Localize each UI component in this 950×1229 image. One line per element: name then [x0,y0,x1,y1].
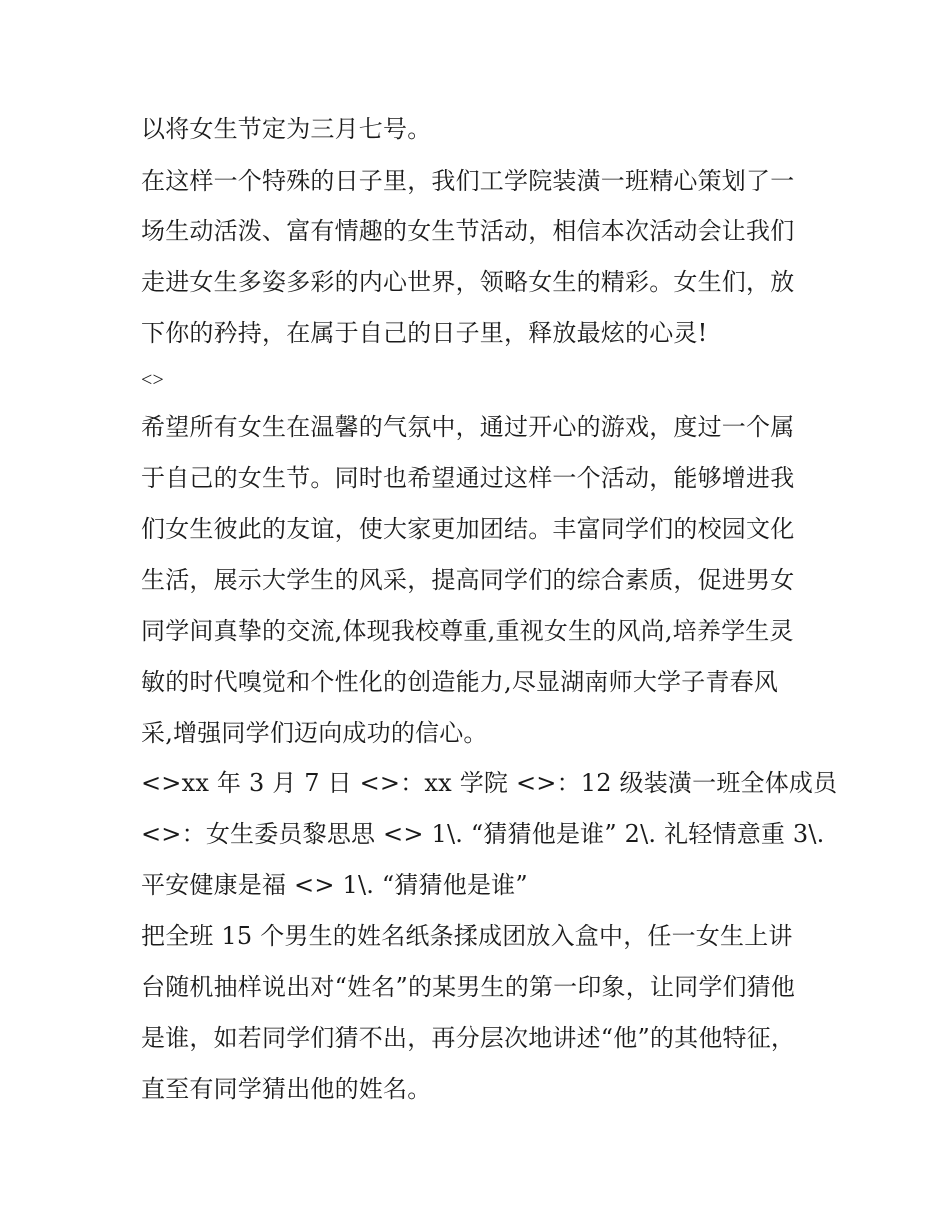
text-line-10: 生活，展示大学生的风采，提高同学们的综合素质，促进男女 [141,566,795,594]
text-line-15: <>：女生委员黎思思 <> 1\. “猜猜他是谁” 2\. 礼轻情意重 3\. [141,820,825,848]
text-line-12: 敏的时代嗅觉和个性化的创造能力,尽显湖南师大学子青春风 [141,668,779,696]
text-line-16: 平安健康是福 <> 1\. “猜猜他是谁” [141,871,528,899]
text-line-2: 在这样一个特殊的日子里，我们工学院装潢一班精心策划了一 [141,167,795,195]
text-line-19: 是谁，如若同学们猜不出，再分层次地讲述“他”的其他特征， [141,1024,796,1052]
text-line-1: 以将女生节定为三月七号。 [141,115,432,143]
text-line-17: 把全班 15 个男生的姓名纸条揉成团放入盒中，任一女生上讲 [141,922,793,950]
text-line-3: 场生动活泼、富有情趣的女生节活动，相信本次活动会让我们 [141,217,795,245]
text-line-6: <> [141,369,164,391]
text-line-5: 下你的矜持，在属于自己的日子里，释放最炫的心灵! [141,319,708,347]
text-line-18: 台随机抽样说出对“姓名”的某男生的第一印象，让同学们猜他 [141,973,796,1001]
text-line-8: 于自己的女生节。同时也希望通过这样一个活动，能够增进我 [141,464,795,492]
text-line-9: 们女生彼此的友谊，使大家更加团结。丰富同学们的校园文化 [141,515,795,543]
text-line-7: 希望所有女生在温馨的气氛中，通过开心的游戏，度过一个属 [141,413,795,441]
text-line-14: <>xx 年 3 月 7 日 <>：xx 学院 <>：12 级装潢一班全体成员 [141,769,838,797]
text-line-13: 采,增强同学们迈向成功的信心。 [141,719,488,747]
text-line-4: 走进女生多姿多彩的内心世界，领略女生的精彩。女生们，放 [141,268,795,296]
text-line-20: 直至有同学猜出他的姓名。 [141,1075,432,1103]
text-line-11: 同学间真挚的交流,体现我校尊重,重视女生的风尚,培养学生灵 [141,617,794,645]
